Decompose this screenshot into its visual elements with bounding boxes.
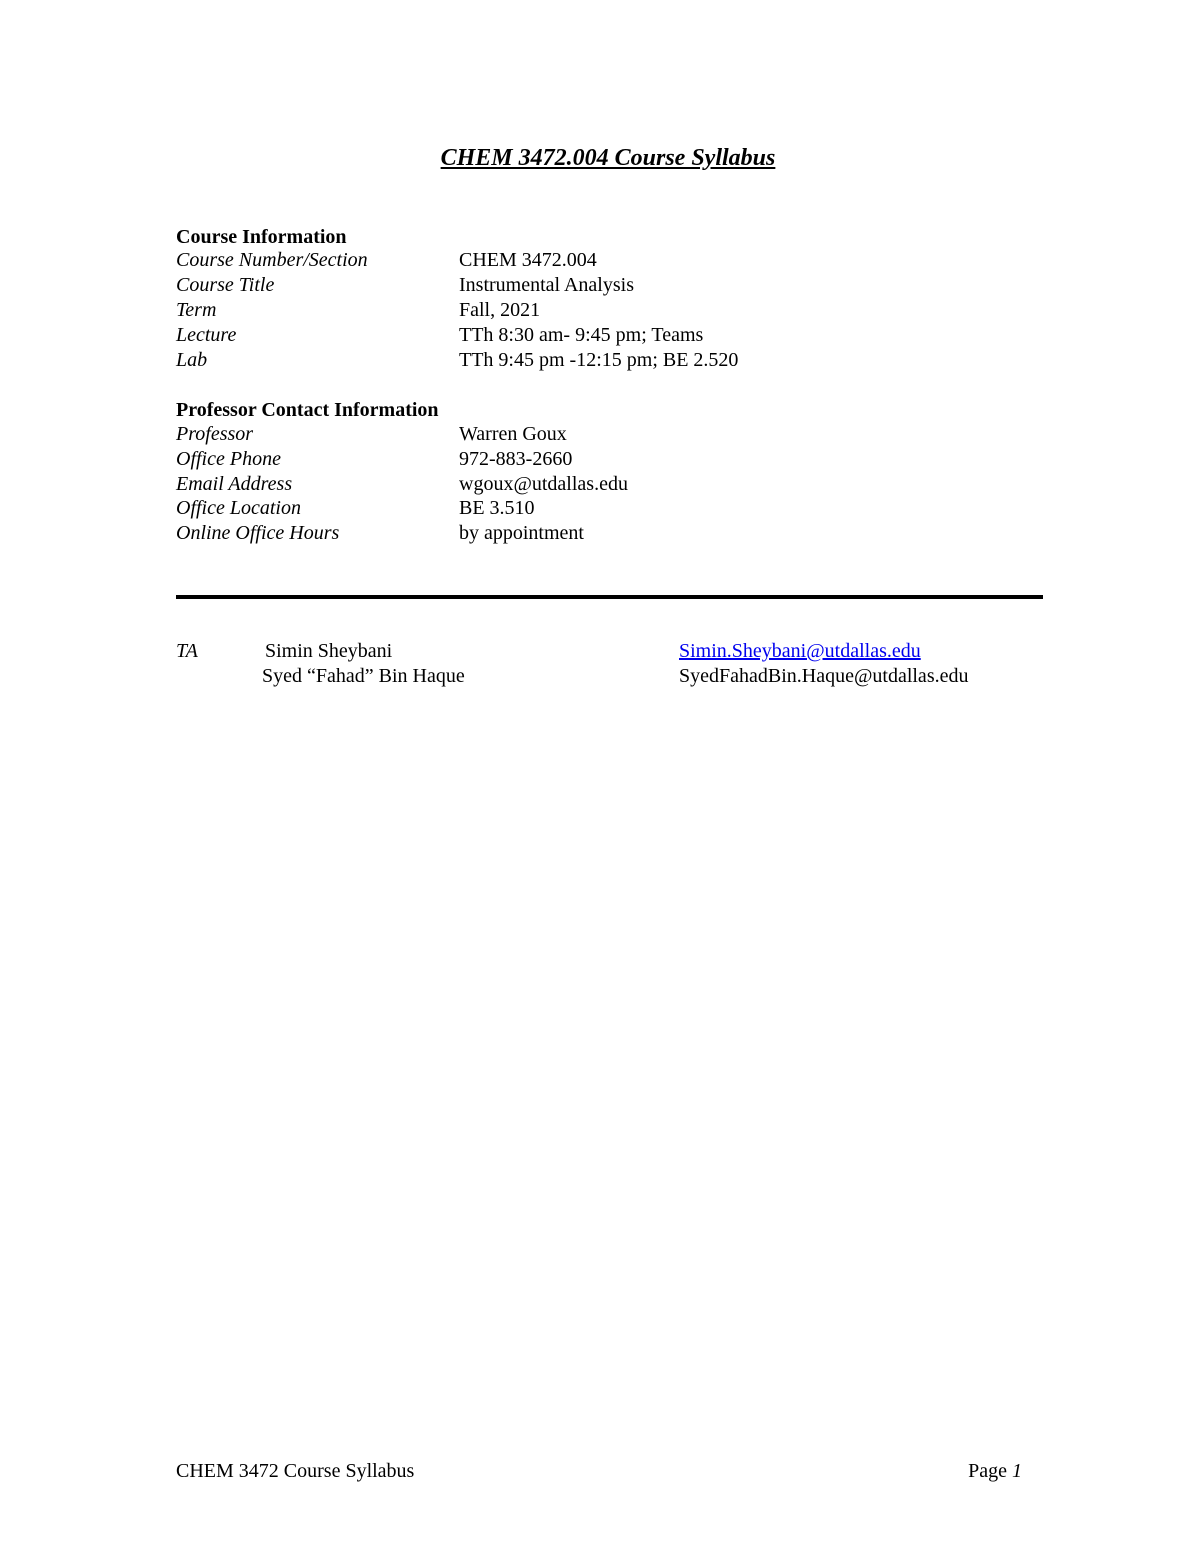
info-label: Online Office Hours xyxy=(176,522,340,544)
ta-name: Simin Sheybani xyxy=(265,640,393,662)
professor-info-heading: Professor Contact Information xyxy=(176,399,439,421)
info-value: CHEM 3472.004 xyxy=(459,249,597,271)
info-label: Office Phone xyxy=(176,448,281,470)
info-label: Lab xyxy=(176,349,208,371)
info-value: TTh 9:45 pm -12:15 pm; BE 2.520 xyxy=(459,349,739,371)
info-value: Instrumental Analysis xyxy=(459,274,634,296)
footer-title: CHEM 3472 Course Syllabus xyxy=(176,1460,415,1482)
ta-email-link[interactable]: Simin.Sheybani@utdallas.edu xyxy=(679,640,921,662)
info-value: 972-883-2660 xyxy=(459,448,573,470)
ta-email: SyedFahadBin.Haque@utdallas.edu xyxy=(679,665,969,687)
ta-label: TA xyxy=(176,640,198,662)
page-number xyxy=(968,1459,1022,1484)
ta-name: Syed “Fahad” Bin Haque xyxy=(262,665,465,687)
info-value: TTh 8:30 am- 9:45 pm; Teams xyxy=(459,324,704,346)
page-label: Page xyxy=(968,1460,1007,1482)
info-label: Course Number/Section xyxy=(176,249,368,271)
info-value: BE 3.510 xyxy=(459,497,535,519)
info-label: Term xyxy=(176,299,217,321)
info-value: Warren Goux xyxy=(459,423,567,445)
info-value: wgoux@utdallas.edu xyxy=(459,473,628,495)
info-label: Professor xyxy=(176,423,254,445)
info-value: by appointment xyxy=(459,522,584,544)
course-info-heading: Course Information xyxy=(176,226,347,248)
info-label: Email Address xyxy=(176,473,293,495)
info-label: Office Location xyxy=(176,497,301,519)
document-title: CHEM 3472.004 Course Syllabus xyxy=(440,145,776,171)
info-label: Lecture xyxy=(176,324,237,346)
section-divider xyxy=(176,595,1043,599)
info-label: Course Title xyxy=(176,274,275,296)
page-number-value: 1 xyxy=(1012,1460,1022,1482)
info-value: Fall, 2021 xyxy=(459,299,541,321)
